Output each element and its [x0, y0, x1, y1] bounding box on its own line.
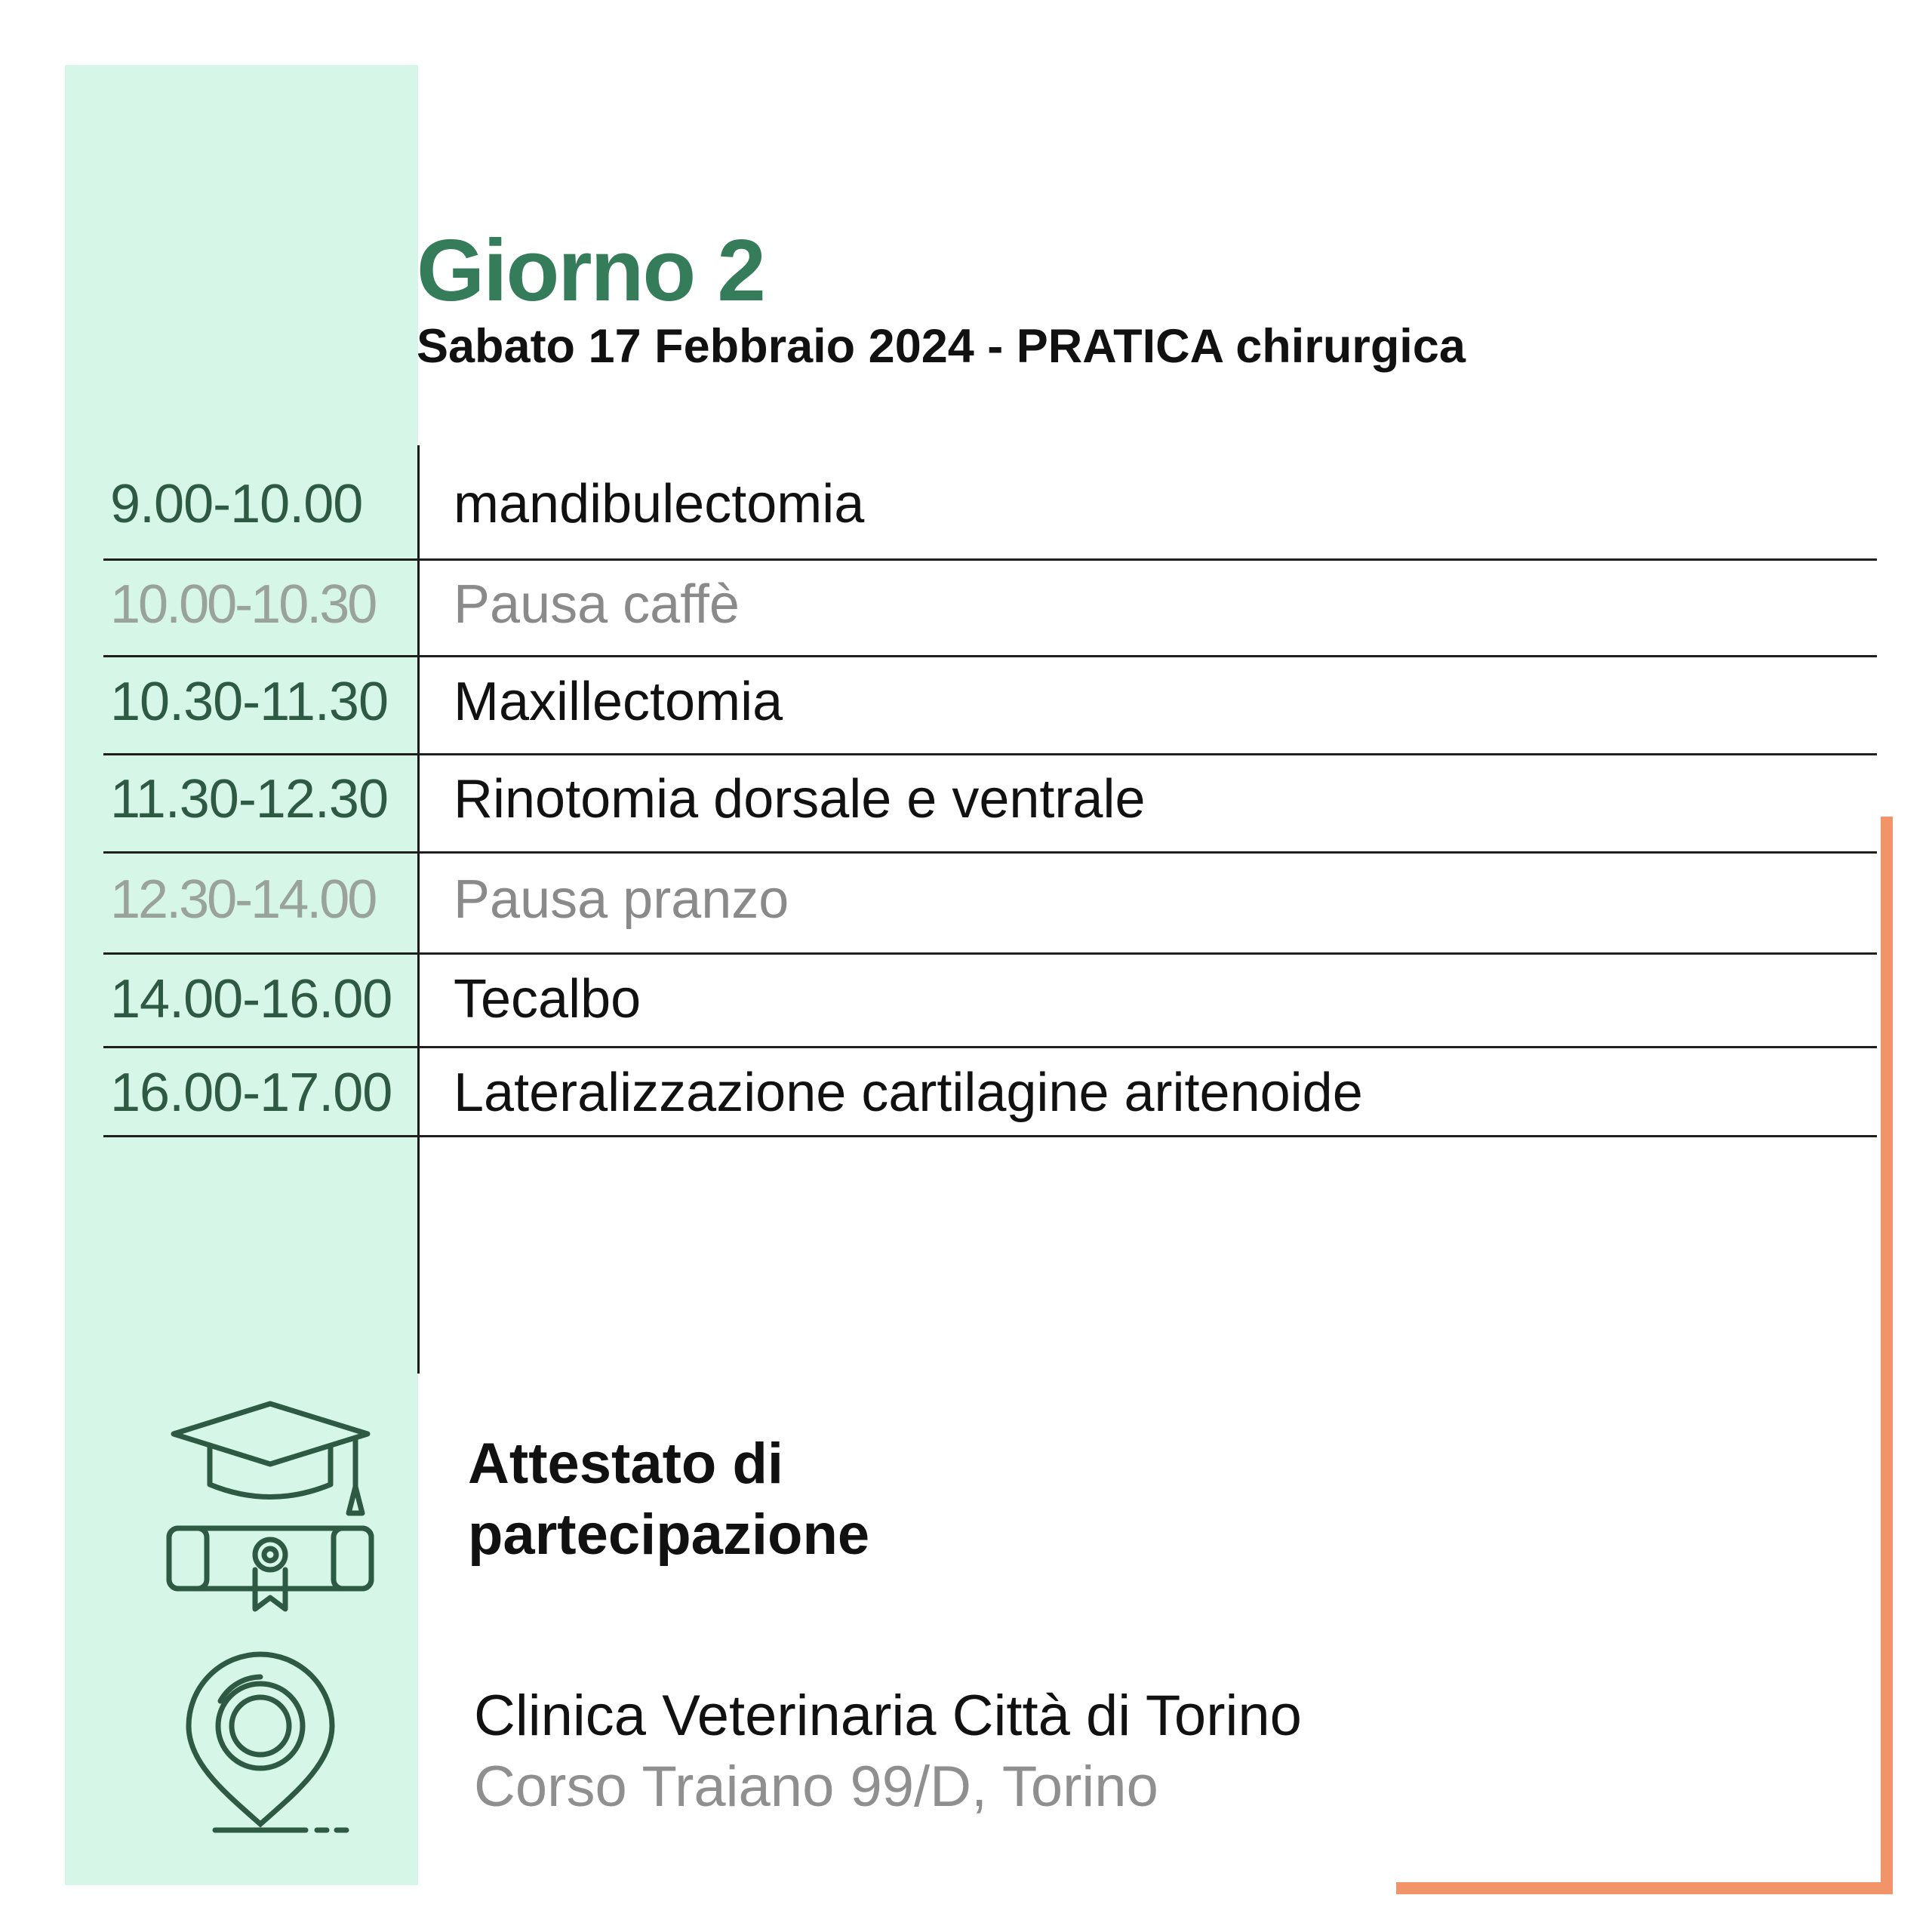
day-title: Giorno 2 [417, 221, 764, 319]
time-slot: 10.00-10.30 [110, 574, 376, 635]
row-separator [103, 952, 1877, 955]
time-slot: 11.30-12.30 [110, 769, 388, 829]
activity-label: Maxillectomia [454, 672, 783, 732]
activity-label: mandibulectomia [454, 474, 865, 534]
graduation-cap-diploma-icon [160, 1400, 386, 1615]
day-subtitle: Sabato 17 Febbraio 2024 - PRATICA chirurgica [417, 320, 1466, 373]
row-separator [103, 558, 1877, 561]
activity-label: Tecalbo [454, 969, 641, 1029]
venue-address: Corso Traiano 99/D, Torino [474, 1755, 1158, 1819]
time-slot: 14.00-16.00 [110, 969, 392, 1029]
row-separator [103, 753, 1877, 755]
orange-frame-vertical [1881, 817, 1893, 1894]
certificate-label [468, 1429, 869, 1571]
venue-name: Clinica Veterinaria Città di Torino [474, 1684, 1302, 1748]
map-pin-icon [174, 1647, 370, 1843]
activity-label: Lateralizzazione cartilagine aritenoide [454, 1063, 1363, 1123]
time-slot: 16.00-17.00 [110, 1063, 392, 1123]
certificate-line-1: Attestato di [468, 1432, 783, 1496]
row-separator [103, 655, 1877, 657]
orange-frame-horizontal [1396, 1882, 1893, 1894]
activity-label: Pausa pranzo [454, 869, 789, 930]
row-separator [103, 1046, 1877, 1048]
activity-label: Pausa caffè [454, 574, 740, 635]
time-slot: 12.30-14.00 [110, 869, 376, 930]
row-separator [103, 851, 1877, 854]
activity-label: Rinotomia dorsale e ventrale [454, 769, 1146, 829]
row-separator [103, 1135, 1877, 1137]
certificate-line-2: partecipazione [468, 1503, 870, 1567]
time-slot: 9.00-10.00 [110, 474, 363, 534]
time-slot: 10.30-11.30 [110, 672, 388, 732]
schedule-column-divider [417, 445, 420, 1374]
